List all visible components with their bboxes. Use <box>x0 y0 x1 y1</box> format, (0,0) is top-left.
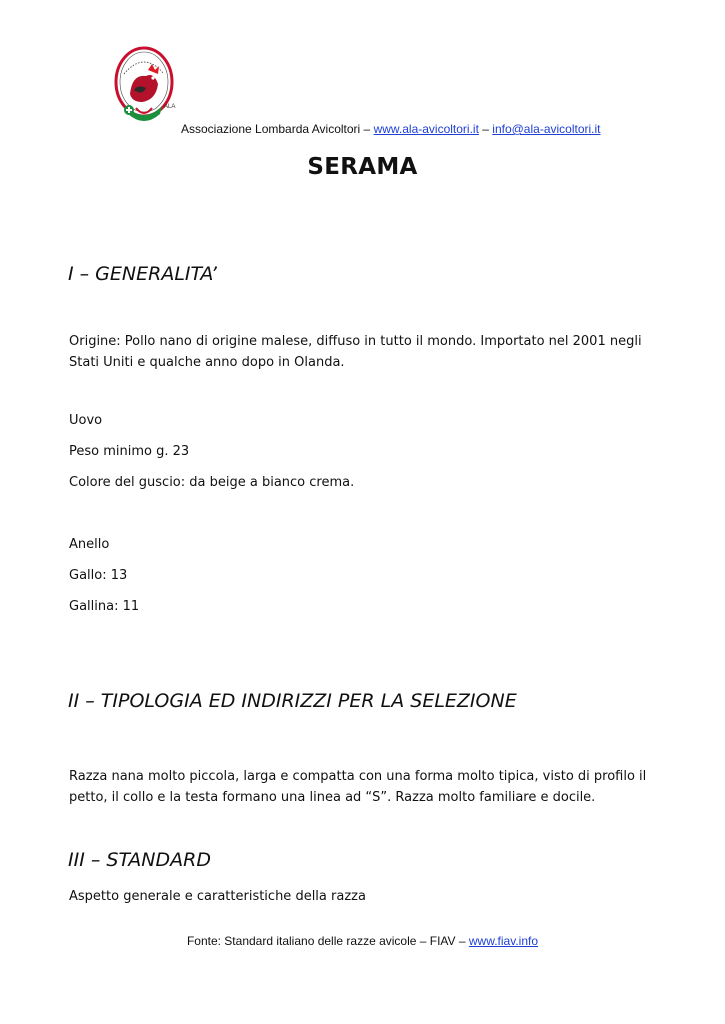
origin-paragraph: Origine: Pollo nano di origine malese, diffuso in tutto il mondo. Importato nel 2001 negli Stati Uniti e qualche anno dopo in Olanda. <box>69 334 642 370</box>
ring-rooster: Gallo: 13 <box>69 568 128 583</box>
ala-logo <box>112 44 180 132</box>
footer-source: Fonte: Standard italiano delle razze avicole – FIAV – <box>186 934 469 948</box>
website-link[interactable]: www.ala-avicoltori.it <box>373 122 479 136</box>
section-heading-generalita: I – GENERALITA’ <box>68 263 217 285</box>
shell-color: Colore del guscio: da beige a bianco crema. <box>69 475 355 490</box>
ring-hen: Gallina: 11 <box>69 599 140 614</box>
typology-paragraph: Razza nana molto piccola, larga e compatta con una forma molto tipica, visto di profilo il petto, il collo e la testa formano una linea ad “S”. Razza molto familiare e docile. <box>69 769 647 805</box>
egg-label: Uovo <box>69 413 103 428</box>
section-heading-tipologia: II – TIPOLOGIA ED INDIRIZZI PER LA SELEZIONE <box>68 690 517 712</box>
page-title: SERAMA <box>307 154 418 180</box>
ring-label: Anello <box>69 537 110 552</box>
header-separator: – <box>360 122 374 136</box>
section-heading-standard: III – STANDARD <box>68 849 211 871</box>
svg-text:ALA: ALA <box>164 104 176 110</box>
fiav-link[interactable]: www.fiav.info <box>468 934 539 948</box>
footer <box>0 934 725 948</box>
header-separator: – <box>478 122 493 136</box>
standard-intro: Aspetto generale e caratteristiche della razza <box>69 889 366 904</box>
header-line <box>181 122 601 136</box>
association-name: Associazione Lombarda Avicoltori <box>181 122 361 136</box>
email-link[interactable]: info@ala-avicoltori.it <box>492 122 601 136</box>
egg-weight: Peso minimo g. 23 <box>69 444 190 459</box>
